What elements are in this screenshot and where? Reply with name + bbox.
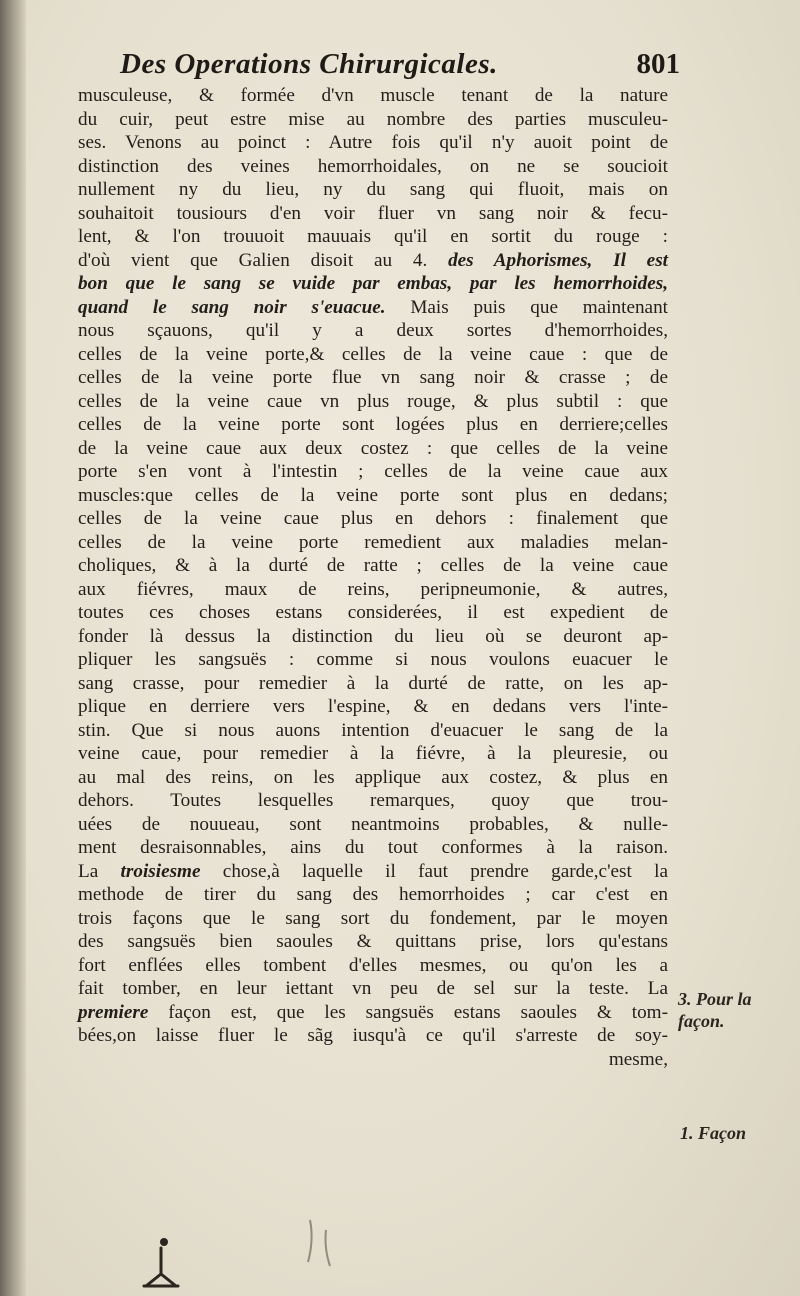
- text-run: distinction des veines hemorrhoidales, on ne se soucioit: [78, 155, 668, 177]
- ink-smudge: [300, 1210, 340, 1270]
- italic-run: bon que le sang se vuide par embas, par les hemorrhoides,: [78, 273, 668, 294]
- text-line: [78, 766, 668, 790]
- text-line: [78, 319, 668, 343]
- text-line: [78, 484, 668, 508]
- text-line: [78, 860, 668, 884]
- text-line: [78, 1001, 668, 1025]
- text-line: [78, 672, 668, 696]
- italic-run: quand le sang noir s'euacue.: [78, 296, 386, 318]
- text-line: [78, 460, 668, 484]
- text-run: dehors. Toutes lesquelles remarques, quoy que trou-: [78, 790, 668, 811]
- text-run: celles de la veine caue plus en dehors : finalement que: [78, 508, 668, 529]
- text-run: celles de la veine porte remedient aux maladies melan-: [78, 531, 668, 553]
- text-run: celles de la veine porte sont logées plus en derriere;celles: [78, 414, 668, 435]
- text-line: [78, 249, 668, 273]
- text-line: [78, 131, 668, 155]
- text-run: muscles:que celles de la veine porte sont plus en dedans;: [78, 484, 668, 506]
- binding-gutter: [0, 0, 26, 1296]
- text-run: aux fiévres, maux de reins, peripneumonie, & autres,: [78, 578, 668, 600]
- text-run: d'où vient que Galien disoit au 4.: [78, 249, 449, 271]
- text-line: [78, 225, 668, 249]
- margin-note-number: 3.: [678, 989, 692, 1009]
- text-line: [78, 554, 668, 578]
- text-line: [78, 954, 668, 978]
- text-line: [78, 531, 668, 555]
- text-run: veine caue, pour remedier à la fiévre, à la pleuresie, ou: [78, 743, 668, 764]
- text-line: [78, 907, 668, 931]
- italic-run: des Aphorismes, Il est: [448, 249, 669, 271]
- text-run: ses. Venons au poinct : Autre fois qu'il n'y auoit point de: [78, 132, 668, 153]
- text-line: [78, 648, 668, 672]
- text-line: [78, 178, 668, 202]
- printers-ornament-icon: [140, 1244, 182, 1290]
- text-run: des sangsuës bien saoules & quittans prise, lors qu'estans: [78, 931, 668, 952]
- italic-run: premiere: [78, 1001, 149, 1023]
- text-line: [78, 1048, 668, 1072]
- text-line: [78, 742, 668, 766]
- text-run: bées,on laisse fluer le sãg iusqu'à ce qu'il s'arreste de soy-: [78, 1025, 668, 1046]
- text-line: [78, 296, 668, 320]
- running-title: Des Operations Chirurgicales.: [120, 48, 498, 80]
- text-line: [78, 789, 668, 813]
- margin-note-line: [678, 988, 752, 1010]
- text-run: fait tomber, en leur iettant vn peu de sel sur la teste. La: [78, 978, 668, 999]
- margin-note-number: 1.: [680, 1123, 694, 1143]
- text-run: Mais puis que maintenant: [385, 296, 668, 318]
- text-line: [78, 390, 668, 414]
- margin-note-facon: [680, 1122, 746, 1144]
- text-line: [78, 719, 668, 743]
- text-line: [78, 977, 668, 1001]
- text-run: fort enflées elles tombent d'elles mesmes, ou qu'on les a: [78, 954, 668, 976]
- margin-note-text: Façon: [698, 1123, 747, 1143]
- text-line: [78, 1024, 668, 1048]
- text-line: [78, 836, 668, 860]
- running-head: [120, 48, 680, 81]
- margin-note-pour-la-facon: [678, 988, 752, 1032]
- text-run: pliquer les sangsuës : comme si nous voulons euacuer le: [78, 649, 668, 670]
- text-run: La: [78, 860, 121, 882]
- text-run: methode de tirer du sang des hemorrhoides ; car c'est en: [78, 884, 668, 905]
- text-run: uées de nouueau, sont neantmoins probables, & nulle-: [78, 813, 668, 835]
- text-line: [78, 108, 668, 132]
- text-run: façon est, que les sangsuës estans saoules & tom-: [148, 1001, 668, 1023]
- text-run: celles de la veine porte,& celles de la veine caue : que de: [78, 343, 668, 365]
- body-text: [78, 84, 668, 1071]
- text-line: [78, 578, 668, 602]
- text-line: [78, 601, 668, 625]
- text-run: celles de la veine porte flue vn sang noir & crasse ; de: [78, 367, 668, 388]
- page-number: 801: [636, 48, 680, 80]
- text-line: [78, 366, 668, 390]
- text-run: celles de la veine caue vn plus rouge, & plus subtil : que: [78, 390, 668, 412]
- text-line: [78, 155, 668, 179]
- text-run: lent, & l'on trouuoit mauuais qu'il en sortit du rouge :: [78, 226, 668, 247]
- margin-note-text: Pour la: [696, 989, 752, 1009]
- text-line: [78, 437, 668, 461]
- text-run: choliques, & à la durté de ratte ; celles de la veine caue: [78, 555, 668, 576]
- text-run: chose,à laquelle il faut prendre garde,c'est la: [200, 860, 668, 882]
- text-line: [78, 625, 668, 649]
- text-run: ment desraisonnables, ains du tout conformes à la raison.: [78, 837, 668, 858]
- text-run: sang crasse, pour remedier à la durté de ratte, on les ap-: [78, 672, 668, 694]
- text-line: [78, 413, 668, 437]
- text-run: musculeuse, & formée d'vn muscle tenant de la nature: [78, 85, 668, 106]
- text-line: [78, 695, 668, 719]
- text-line: [78, 343, 668, 367]
- text-line: [78, 813, 668, 837]
- text-run: du cuir, peut estre mise au nombre des parties musculeu-: [78, 108, 668, 130]
- text-line: [78, 883, 668, 907]
- margin-note-line: [678, 1010, 752, 1032]
- text-run: stin. Que si nous auons intention d'euacuer le sang de la: [78, 719, 668, 741]
- text-run: mesme,: [608, 1048, 668, 1070]
- text-run: au mal des reins, on les applique aux costez, & plus en: [78, 766, 668, 788]
- text-run: toutes ces choses estans considerées, il est expedient de: [78, 602, 668, 623]
- text-run: nullement ny du lieu, ny du sang qui fluoit, mais on: [78, 179, 668, 200]
- text-run: porte s'en vont à l'intestin ; celles de la veine caue aux: [78, 461, 668, 482]
- text-run: fonder là dessus la distinction du lieu où se deuront ap-: [78, 625, 668, 647]
- margin-note-text: façon.: [678, 1011, 725, 1031]
- text-line: [78, 507, 668, 531]
- text-line: [78, 84, 668, 108]
- text-run: de la veine caue aux deux costez : que celles de la veine: [78, 437, 668, 459]
- text-run: trois façons que le sang sort du fondement, par le moyen: [78, 907, 668, 929]
- text-line: [78, 930, 668, 954]
- italic-run: troisiesme: [120, 860, 201, 882]
- text-run: souhaitoit tousiours d'en voir fluer vn sang noir & fecu-: [78, 202, 668, 224]
- text-run: plique en derriere vers l'espine, & en dedans vers l'inte-: [78, 696, 668, 717]
- text-run: nous sçauons, qu'il y a deux sortes d'hemorrhoides,: [78, 320, 668, 341]
- text-line: [78, 272, 668, 296]
- text-line: [78, 202, 668, 226]
